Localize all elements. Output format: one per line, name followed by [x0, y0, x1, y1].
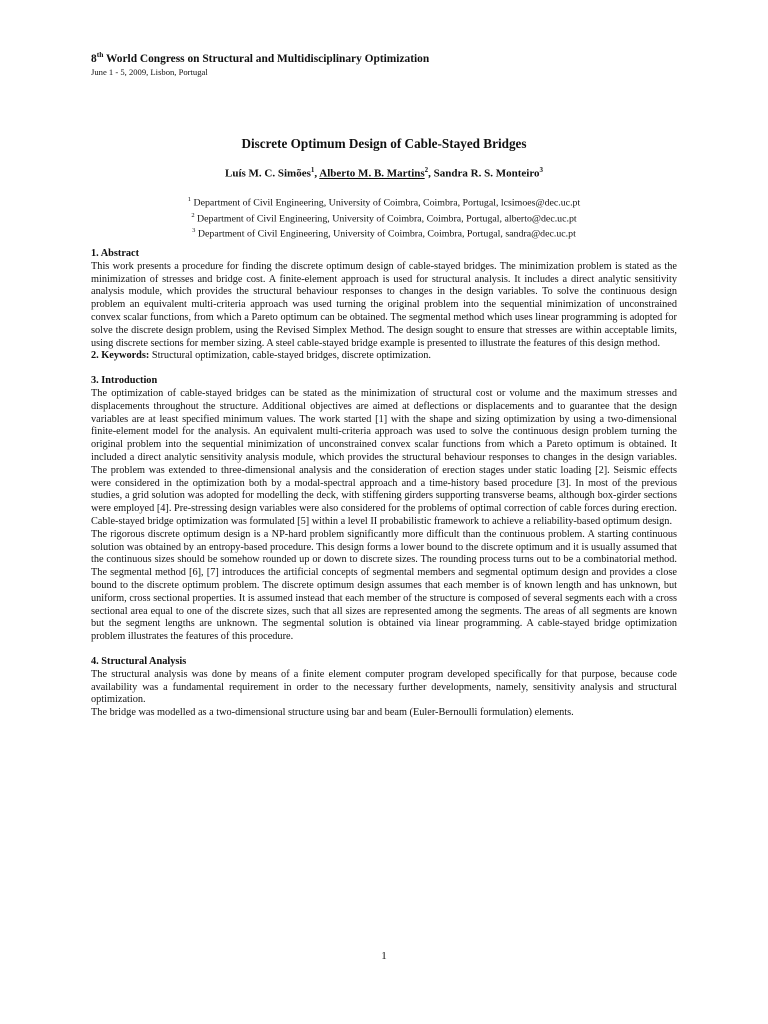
author-name: Sandra R. S. Monteiro — [433, 167, 540, 180]
conference-name: World Congress on Structural and Multidisciplinary Optimization — [103, 52, 430, 65]
affiliation-line: $^3$ Department of Civil Engineering, University of Coimbra, Coimbra, Portugal, sandra@dec.uc.pt — [192, 227, 576, 240]
keywords-line — [91, 350, 677, 363]
structural-analysis-paragraph: The bridge was modelled as a two-dimensional structure using bar and beam (Euler-Bernoulli formulation) elements. — [91, 707, 574, 719]
introduction-heading: 3. Introduction — [91, 375, 158, 387]
keywords-heading: 2. Keywords: — [91, 350, 150, 362]
conference-title — [91, 50, 429, 65]
conference-number-suffix: th — [96, 50, 104, 59]
introduction-paragraph: The rigorous discrete optimum design is a NP-hard problem significantly more difficult than the continuous problem. A starting continuous solution was obtained by an entropy-based procedure. This design forms a lower bound to the discrete optimum and it is usually assumed that the continuous sizes should be somehow rounded up or down to discrete sizes. The rounding process turns out to be a combinatorial method. The segmental method [6], [7] introduces the artificial concepts of segmental members and segmental optimum design and provides a close bound to the discrete optimum problem. The discrete optimum design assumes that each member is of known length and has unknown, but uniform, cross sectional properties. It is assumed instead that each member of the structure is composed of several segments each with a cross sectional area equal to one of the discrete sizes, such that all sizes are represented among the segments. The areas of all segments are known but the segment lengths are unknown. The segmental solution is obtained via linear programming. A cable-stayed bridge optimization problem illustrates the features of this procedure. — [91, 528, 677, 643]
presenting-author-name: Alberto M. B. Martins — [319, 167, 425, 180]
affiliations — [0, 194, 768, 241]
author-list: Luís M. C. Simões$^1$, Alberto M. B. Martins$^2$, Sandra R. S. Monteiro$^3$ — [224, 166, 544, 180]
structural-analysis-paragraph: The structural analysis was done by means of a finite element computer program developed specifically for that purpose, because code availability was a fundamental requirement in order to the necessary further developments, namely, sensitivity analysis and structural optimization. — [91, 668, 677, 706]
structural-analysis-heading: 4. Structural Analysis — [91, 655, 187, 667]
author-name: Luís M. C. Simões — [224, 167, 311, 180]
author-affiliation-marker: 3 — [539, 166, 544, 174]
affiliation-line: $^1$ Department of Civil Engineering, University of Coimbra, Coimbra, Portugal, lcsimoes@dec.uc.pt — [187, 196, 581, 209]
conference-dates: June 1 - 5, 2009, Lisbon, Portugal — [91, 67, 208, 77]
abstract-heading: 1. Abstract — [91, 248, 140, 259]
abstract-text: This work presents a procedure for finding the discrete optimum design of cable-stayed bridges. The minimization problem is stated as the minimization of stresses and bridge cost. A finite-element approach is used for structural analysis. It includes a direct analytic sensitivity analysis module, which provides the structural behaviour responses to changes in the design variables. To solve the continuous design problem an equivalent multi-criteria approach was used turning the original problem into the sequential minimization of unconstrained convex scalar functions, from which a Pareto optimum can be obtained. The segmental method which uses linear programming is adopted for solve the discrete design problem, using the Revised Simplex Method. The design sought to ensure that stresses are within acceptable limits, using discrete sections for member sizing. A steel cable-stayed bridge example is presented to illustrate the features of this design method. — [91, 260, 677, 349]
keywords-text: Structural optimization, cable-stayed bridges, discrete optimization. — [149, 350, 431, 362]
conference-number: 8 — [91, 52, 97, 65]
author-affiliation-marker: 1 — [310, 166, 315, 174]
paper-title: Discrete Optimum Design of Cable-Stayed Bridges — [241, 136, 527, 151]
page-number: 1 — [381, 950, 387, 962]
paper-body — [91, 248, 677, 720]
introduction-paragraph: The optimization of cable-stayed bridges can be stated as the minimization of structural cost or volume and the maximum stresses and displacements throughout the structure. Additional objectives are aimed at deflections or displacements and to guarantee that the design variables are at least specified minimum values. The work started [1] with the shape and sizing optimization by using a two-dimensional finite-element model for the analysis. An equivalent multi-criteria approach was used to solve the continuous design problem turning the original problem into the sequential minimization of unconstrained convex scalar functions from which a Pareto optimum is obtained. It included a direct analytic sensitivity analysis module, which provides the structural behaviour responses to changes in the design variables. The problem was extended to three-dimensional analysis and the consideration of erection stages under static loading [2]. Seismic effects were considered in the optimization both by a modal-spectral approach and a time-history based procedure [3]. In most of the previous studies, a grid solution was adopted for modelling the deck, with stiffening girders supporting transverse beams, although box-girder sections were employed [4]. Pre-stressing design variables were also considered for the problems of optimal correction of cable forces during erection. Cable-stayed bridge optimization was formulated [5] within a level II probabilistic framework to achieve a reliability-based optimum design. — [91, 387, 677, 527]
author-affiliation-marker: 2 — [424, 166, 429, 174]
affiliation-line: $^2$ Department of Civil Engineering, University of Coimbra, Coimbra, Portugal, alberto@dec.uc.pt — [191, 211, 577, 224]
